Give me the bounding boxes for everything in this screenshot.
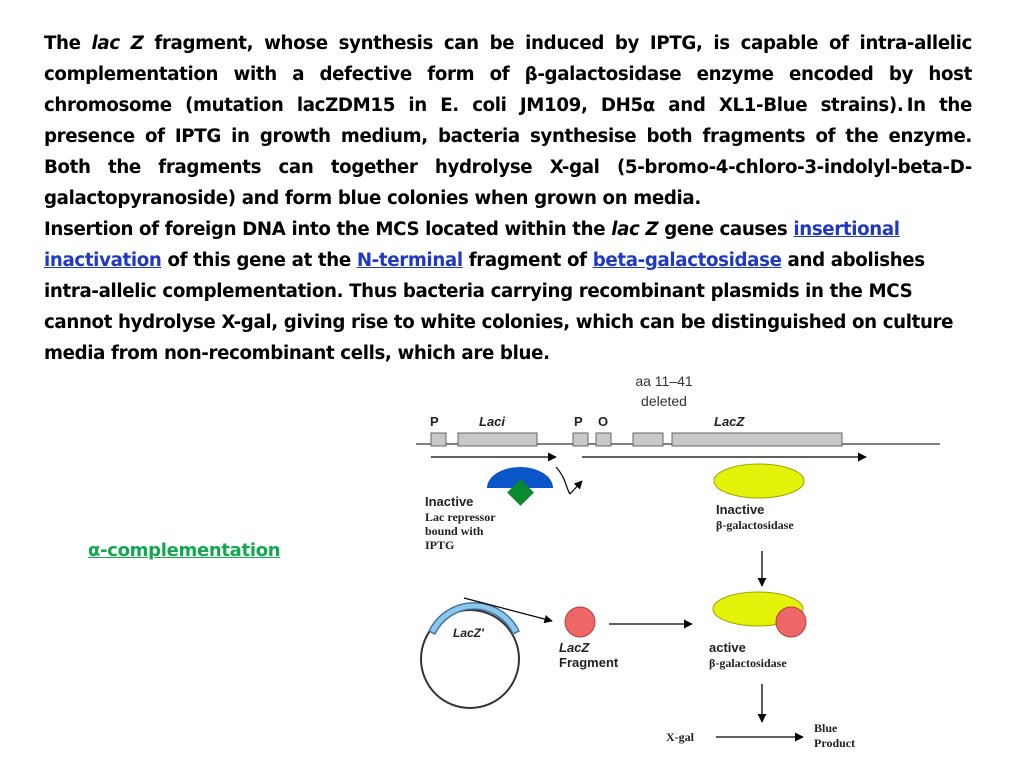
lacz-fragment-shape [565, 607, 595, 637]
fragment-label-line1: LacZ [559, 640, 590, 655]
inactive-repressor-line1: Inactive [425, 494, 474, 509]
gene-label-lacz: LacZ [714, 414, 745, 429]
repressor-release-curve [556, 467, 570, 494]
gene-label-laci: Laci [479, 414, 506, 429]
gene-label-p2: P [574, 414, 583, 429]
text-run: fragment, whose synthesis can be induced by IPTG, is capable of intra-allelic complementation with a defective form of β-galactosidase enzyme encoded by host chromosome (mutation lacZDM15 in E. coli JM109, DH5α and XL1-Blue strains). In the presence of IPTG in growth medium, bacteria synthesise both fragments of the enzyme. Both the fragments can together hydrolyse X-gal (5-bromo-4-chloro-3-indolyl-beta-D-galactopyranoside) and form blue colonies when grown on media. [44, 33, 972, 209]
alpha-complementation-link[interactable]: α-complementation [88, 540, 281, 561]
text-run: gene causes [658, 219, 794, 240]
text-run: The [44, 33, 92, 54]
fragment-label-line2: Fragment [559, 655, 619, 670]
active-bgal-line2: β-galactosidase [709, 656, 787, 670]
active-bgal-line1: active [709, 640, 746, 655]
aa-deleted-label-line1: aa 11–41 [635, 373, 693, 389]
xgal-label: X-gal [666, 730, 694, 744]
beta-galactosidase-link[interactable]: beta-galactosidase [592, 250, 782, 271]
repressor-release-arrow [570, 481, 582, 494]
deleted-region-box [633, 433, 663, 446]
inactive-bgal-shape [714, 464, 804, 498]
promoter-box-1 [431, 433, 446, 446]
inactive-repressor-line2: Lac repressor [425, 510, 496, 524]
n-terminal-link[interactable]: N-terminal [356, 250, 463, 271]
blue-product-line1: Blue [814, 721, 838, 735]
gene-label-p1: P [430, 414, 439, 429]
inactive-repressor-line3: bound with [425, 524, 484, 538]
aa-deleted-label-line2: deleted [641, 393, 687, 409]
inactive-bgal-line1: Inactive [716, 502, 765, 517]
text-italic-lacz: lac Z [611, 219, 659, 240]
laci-gene-box [458, 433, 537, 446]
text-run: and abolishes intra-allelic complementation. Thus bacteria carrying recombinant plasmids in the MCS cannot hydrolyse X-gal, giving rise to white colonies, which can be distinguished on culture media from non-recombinant cells, which are blue. [44, 250, 954, 364]
promoter-box-2 [573, 433, 588, 446]
plasmid-lacz-prime-label: LacZ' [453, 626, 484, 640]
operator-box [596, 433, 611, 446]
blue-product-line2: Product [814, 736, 856, 750]
text-run: fragment of [462, 250, 593, 271]
insertional-inactivation-link[interactable]: insertional inactivation [44, 219, 900, 271]
text-italic-lacz: lac Z [91, 33, 144, 54]
lacz-gene-box [672, 433, 842, 446]
inactive-repressor-line4: IPTG [425, 538, 455, 552]
active-bgal-fragment [776, 607, 806, 637]
text-run: Insertion of foreign DNA into the MCS located within the [44, 219, 612, 240]
inactive-bgal-line2: β-galactosidase [716, 518, 794, 532]
text-run: of this gene at the [161, 250, 357, 271]
gene-label-o: O [598, 414, 609, 429]
